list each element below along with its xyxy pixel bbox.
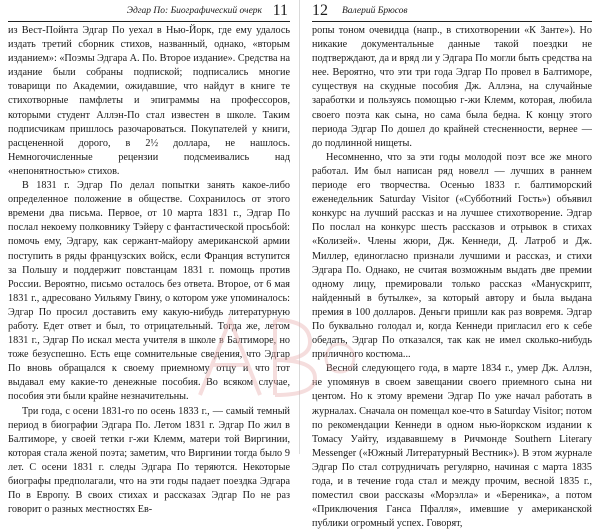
page-number: 11 [272, 2, 288, 19]
left-page-header [8, 2, 290, 22]
paragraph: Три года, с осени 1831-го по осень 1833 г., — самый темный период в биографии Эдгара По. Летом 1831 г. Эдгар По жил в Балтиморе, у своей тетки г-жи Клемм, матери той Виргинии, которая стала женой поэта; заметим, что Виргинии тогда было 9 лет. С осени 1831 г. следы Эдгара По теряются. Некоторые биографы предполагали, что на эти годы падает поездка Эдгара По в Европу. В своих стихах и рассказах Эдгар По не раз говорит о разных местностях Ев- [8, 405, 290, 516]
paragraph: ропы тоном очевидца (напр., в стихотворении «К Занте»). Но никакие документальные данные такой поездки не подтверждают, да и вряд ли у Эдгара По могли быть средства на нее. Вероятно, что эти три года Эдгар По провел в Балтиморе, существуя на скудные пособия Дж. Аллэна, на случайные заработки и пользуясь помощью г-жи Клемм, которая, любила своего поэта как сына, но сама была бедна. К концу этого периода Эдгар По дошел до крайней стесненности, вернее — до подлинной нищеты. [312, 25, 592, 149]
paragraph: из Вест-Пойнта Эдгар По уехал в Нью-Йорк, где ему удалось издать третий сборник стихов, названный, однако, «вторым изданием»: «Поэмы Эдгара А. По. Второе издание». Средства на издание были собраны подпиской; подписались многие товарищи по Академии, ожидавшие, что найдут в книге те стихотворные памфлеты и эпиграммы на профессоров, которыми студент Аллэн-По стал известен в школе. Таким подписчикам пришлось разочароваться. Покупателей у книги, расцененной дорого, в 2½ доллара, не нашлось. Немногочисленные рецензии подсмеивались над «непонятностью» стихов. [8, 25, 290, 177]
paragraph: В 1831 г. Эдгар По делал попытки занять какое-либо определенное положение в обществе. Сохранилось от этого времени два письма. Первое, от 10 марта 1831 г., Эдгар По послал некоему полковнику Тэйеру с фантастической просьбой: помочь ему, Эдгару, как сержант-майору американской армии поступить в ряды французских войск, если Франция вступится за Польшу и поддержит повстанцам 1831 г. помощь против России. Вероятно, письмо осталось без ответа. Второе, от 6 мая 1831 г., адресовано Уильяму Гвину, о котором уже упоминалось: Эдгар По просил доставить ему какую-нибудь литературную работу. Едет ответ и был, то отрицательный. Тогда же, летом 1831 г., Эдгар По искал места учителя в школе в Балтиморе, но тоже безуспешно. Есть еще сомнительные сведения, что Эдгар По вновь обращался к своему приемному отцу и что тот выдавал ему какие-то денежные пособия. Во всяком случае, пособия эти были крайне незначительны. [8, 180, 290, 403]
page-number: 12 [312, 2, 328, 19]
paragraph: Несомненно, что за эти годы молодой поэт все же много работал. Им был написан ряд новелл — лучших в раннем периоде его творчества. Осенью 1833 г. балтиморский еженедельник Saturday Visitor («Субботний Гость») объявил конкурс на лучший рассказ и на лучшее стихотворение. Эдгар По послал на конкурс шесть рассказов и отрывок в стихах «Колизей». Члены жюри, Дж. Кеннеди, Д. Латроб и Дж. Миллер, единогласно признали лучшими и рассказ, и стихи Эдгара По. Однако, не считая возможным выдать две премии одному лицу, премировали только рассказ «Манускрипт, найденный в бутылке», за который автору и была выдана премия в 100 долларов. Деньги пришли как раз вовремя. Эдгар По буквально голодал и, когда Кеннеди пригласил его к себе обедать, Эдгар По отказался, так как не имел сколько-нибудь приличного костюма... [312, 151, 592, 361]
paragraph: Весной следующего года, в марте 1834 г., умер Дж. Аллэн, не упомянув в своем завещании своего приемного сына ни центом. Но к этому времени Эдгар По уже начал работать в журналах. Сначала он помещал кое-что в Saturday Visitor; потом по рекомендации Кеннеди в одном нью-йоркском издании к Томасу Уайту, издававшему в Ричмонде Southern Literary Messenger («Южный Литературный Вестник»). В этом журнале Эдгар По стал сотрудничать регулярно, начиная с марта 1835 года, и в течение года стал и между прочим, весной 1835 г., поместил свои рассказы «Морэлла» и «Береника», а потом «Приключения Ганса Пфалля», имевшие у американской публики огромный успех. Говорят, [312, 363, 592, 530]
right-page-body [312, 24, 592, 531]
left-page [0, 0, 300, 516]
running-title: Эдгар По: Биографический очерк [126, 6, 262, 16]
right-page-header [312, 2, 592, 22]
left-page-body [8, 24, 290, 517]
right-page [300, 0, 600, 530]
running-title: Валерий Брюсов [342, 6, 408, 16]
